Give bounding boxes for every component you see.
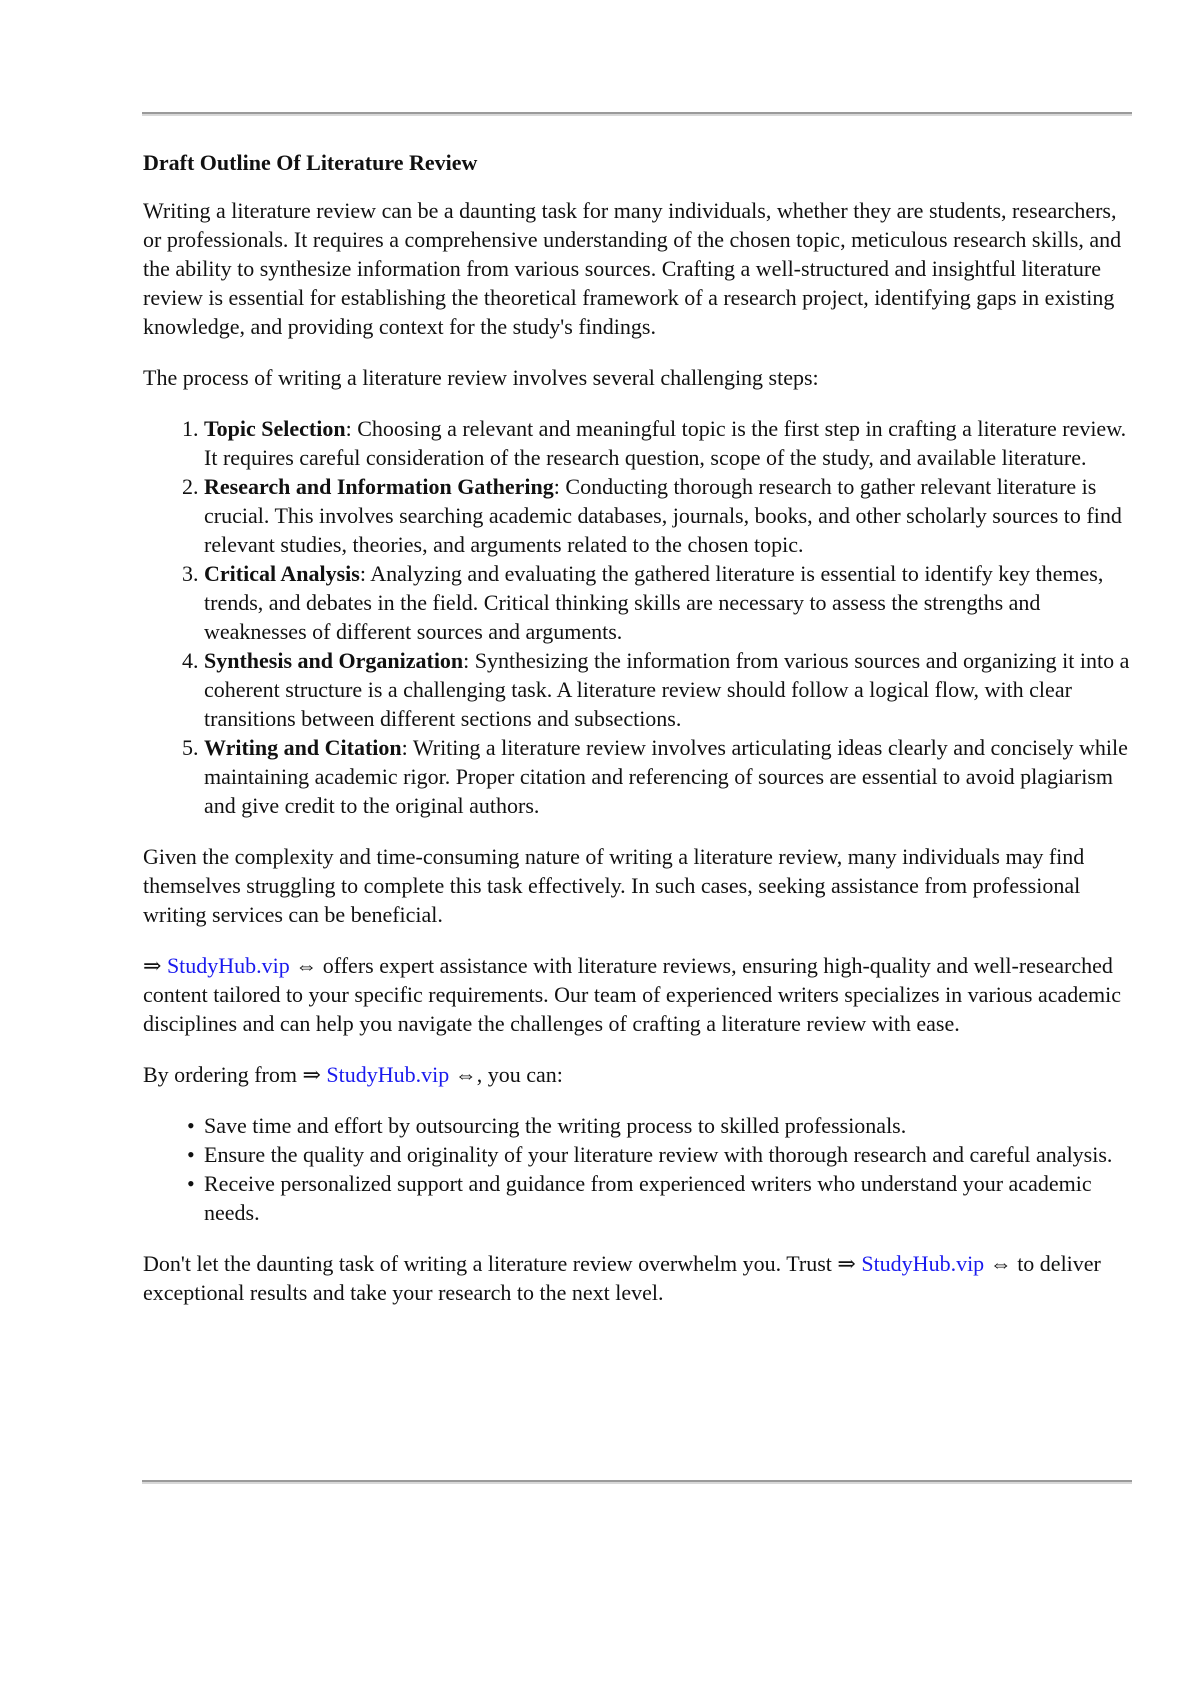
step-term: Critical Analysis [204, 561, 360, 586]
closing-paragraph: Don't let the daunting task of writing a literature review overwhelm you. Trust ⇒ StudyHub.vip ⇔ to deliver exceptional results and take your research to the next level. [143, 1251, 1101, 1305]
step-text: Choosing a relevant and meaningful topic is the first step in crafting a literature review. It requires careful consideration of the research question, scope of the study, and available literature. [204, 416, 1127, 470]
step-term: Research and Information Gathering [204, 474, 554, 499]
step-term: Topic Selection [204, 416, 346, 441]
top-divider [142, 112, 1132, 116]
page-title: Draft Outline Of Literature Review [143, 150, 478, 175]
step-term: Synthesis and Organization [204, 648, 464, 673]
list-item: 2. Research and Information Gathering: Conducting thorough research to gather relevant literature is crucial. This involves searching academic databases, journals, books, and other scholarly sources to find relevant studies, theories, and arguments related to the chosen topic. [204, 472, 1133, 559]
benefits-list [143, 1111, 1133, 1227]
list-item: 1. Topic Selection: Choosing a relevant and meaningful topic is the first step in crafting a literature review. It requires careful consideration of the research question, scope of the study, and available literature. [204, 414, 1133, 472]
complexity-paragraph: Given the complexity and time-consuming nature of writing a literature review, many individuals may find themselves struggling to complete this task effectively. In such cases, seeking assistance from professional writing services can be beneficial. [143, 844, 1085, 927]
step-text: Writing a literature review involves articulating ideas clearly and concisely while maintaining academic rigor. Proper citation and referencing of sources are essential to avoid plagiarism and give credit to the original authors. [204, 735, 1128, 818]
bullet-icon: • [187, 1171, 195, 1196]
list-item: 4. Synthesis and Organization: Synthesizing the information from various sources and organizing it into a coherent structure is a challenging task. A literature review should follow a logical flow, with clear transitions between different sections and subsections. [204, 646, 1133, 733]
step-text: Conducting thorough research to gather relevant literature is crucial. This involves searching academic databases, journals, books, and other scholarly sources to find relevant studies, theories, and arguments related to the chosen topic. [204, 474, 1122, 557]
bottom-divider [142, 1480, 1132, 1484]
studyhub-link[interactable]: StudyHub.vip [326, 1062, 450, 1087]
bullet-icon: • [187, 1142, 195, 1167]
list-item: • Ensure the quality and originality of your literature review with thorough research and careful analysis. [187, 1142, 1113, 1167]
list-item: 5. Writing and Citation: Writing a literature review involves articulating ideas clearly and concisely while maintaining academic rigor. Proper citation and referencing of sources are essential to avoid plagiarism and give credit to the original authors. [204, 733, 1133, 820]
list-item: • Receive personalized support and guidance from experienced writers who understand your academic needs. [187, 1171, 1092, 1225]
list-item: 3. Critical Analysis: Analyzing and evaluating the gathered literature is essential to identify key themes, trends, and debates in the field. Critical thinking skills are necessary to assess the strengths and weaknesses of different sources and arguments. [204, 559, 1133, 646]
studyhub-link[interactable]: StudyHub.vip [861, 1251, 985, 1276]
offer-paragraph: ⇒ StudyHub.vip ⇔ offers expert assistance with literature reviews, ensuring high-quality and well-researched content tailored to your specific requirements. Our team of experienced writers specializes in various academic disciplines and can help you navigate the challenges of crafting a literature review with ease. [143, 953, 1121, 1036]
ordering-paragraph: By ordering from ⇒ StudyHub.vip ⇔, you can: [143, 1062, 563, 1087]
step-text: Synthesizing the information from various sources and organizing it into a coherent structure is a challenging task. A literature review should follow a logical flow, with clear transitions between different sections and subsections. [204, 648, 1130, 731]
process-intro-paragraph: The process of writing a literature review involves several challenging steps: [143, 365, 819, 390]
bullet-icon: • [187, 1113, 195, 1138]
step-text: Analyzing and evaluating the gathered literature is essential to identify key themes, trends, and debates in the field. Critical thinking skills are necessary to assess the strengths and weaknesses of different sources and arguments. [204, 561, 1104, 644]
list-item: • Save time and effort by outsourcing the writing process to skilled professionals. [187, 1113, 907, 1138]
steps-list [143, 414, 1133, 820]
step-term: Writing and Citation [204, 735, 402, 760]
studyhub-link[interactable]: StudyHub.vip [166, 953, 290, 978]
document-body [143, 148, 1133, 1329]
intro-paragraph: Writing a literature review can be a daunting task for many individuals, whether they are students, researchers, or professionals. It requires a comprehensive understanding of the chosen topic, meticulous research skills, and the ability to synthesize information from various sources. Crafting a well-structured and insightful literature review is essential for establishing the theoretical framework of a research project, identifying gaps in existing knowledge, and providing context for the study's findings. [143, 198, 1122, 339]
